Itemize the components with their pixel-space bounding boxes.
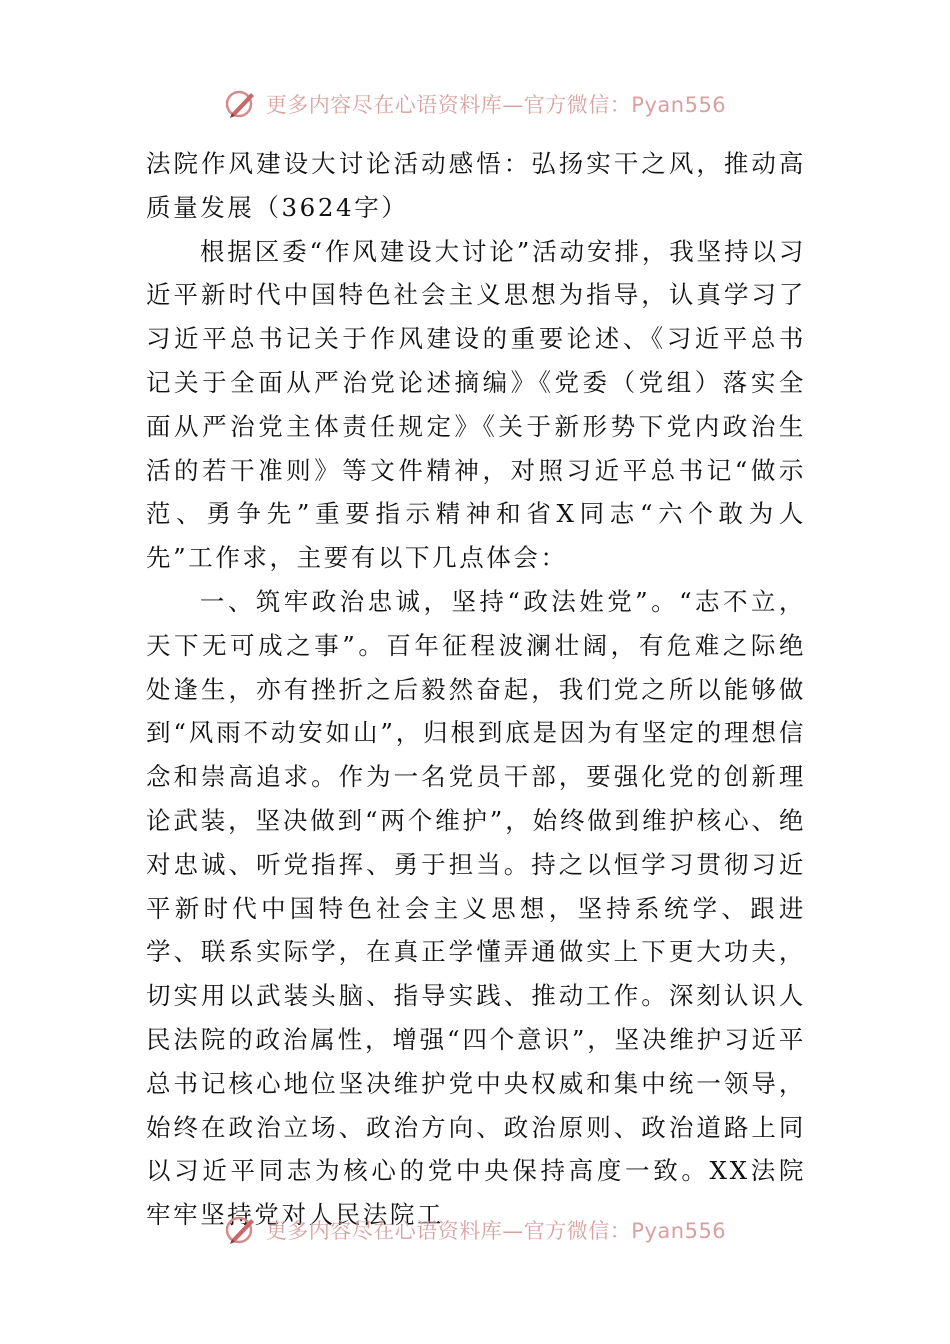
paragraph-section-one: 一、筑牢政治忠诚，坚持“政法姓党”。“志不立，天下无可成之事”。百年征程波澜壮阔，有危难之际绝处逢生，亦有挫折之后毅然奋起，我们党之所以能够做到“风雨不动安如山”，归根到底是因为有坚定的理想信念和崇高追求。作为一名党员干部，要强化党的创新理论武装，坚决做到“两个维护”，始终做到维护核心、绝对忠诚、听党指挥、勇于担当。持之以恒学习贯彻习近平新时代中国特色社会主义思想，坚持系统学、跟进学、联系实际学，在真正学懂弄通做实上下更大功夫，切实用以武装头脑、指导实践、推动工作。深刻认识人民法院的政治属性，增强“四个意识”，坚决维护习近平总书记核心地位坚决维护党中央权威和集中统一领导，始终在政治立场、政治方向、政治原则、政治道路上同以习近平同志为核心的党中央保持高度一致。XX法院牢牢坚持党对人民法院工 (146, 586, 806, 1230)
header-watermark-banner (0, 82, 950, 126)
pen-logo-icon (224, 87, 258, 121)
footer-watermark-banner (0, 1208, 950, 1252)
document-title: 法院作风建设大讨论活动感悟：弘扬实干之风，推动高质量发展（3624字） (146, 149, 806, 222)
pen-logo-icon (224, 1213, 258, 1247)
paragraph-intro: 根据区委“作风建设大讨论”活动安排，我坚持以习近平新时代中国特色社会主义思想为指导，认真学习了习近平总书记关于作风建设的重要论述、《习近平总书记关于全面从严治党论述摘编》《党委（党组）落实全面从严治党主体责任规定》《关于新形势下党内政治生活的若干准则》等文件精神，对照习近平总书记“做示范、勇争先”重要指示精神和省X同志“六个敢为人先”工作求，主要有以下几点体会： (146, 236, 806, 573)
document-body (146, 142, 806, 1237)
footer-watermark-text: 更多内容尽在心语资料库—官方微信：Pyan556 (265, 1219, 727, 1243)
header-watermark-text: 更多内容尽在心语资料库—官方微信：Pyan556 (265, 93, 727, 117)
